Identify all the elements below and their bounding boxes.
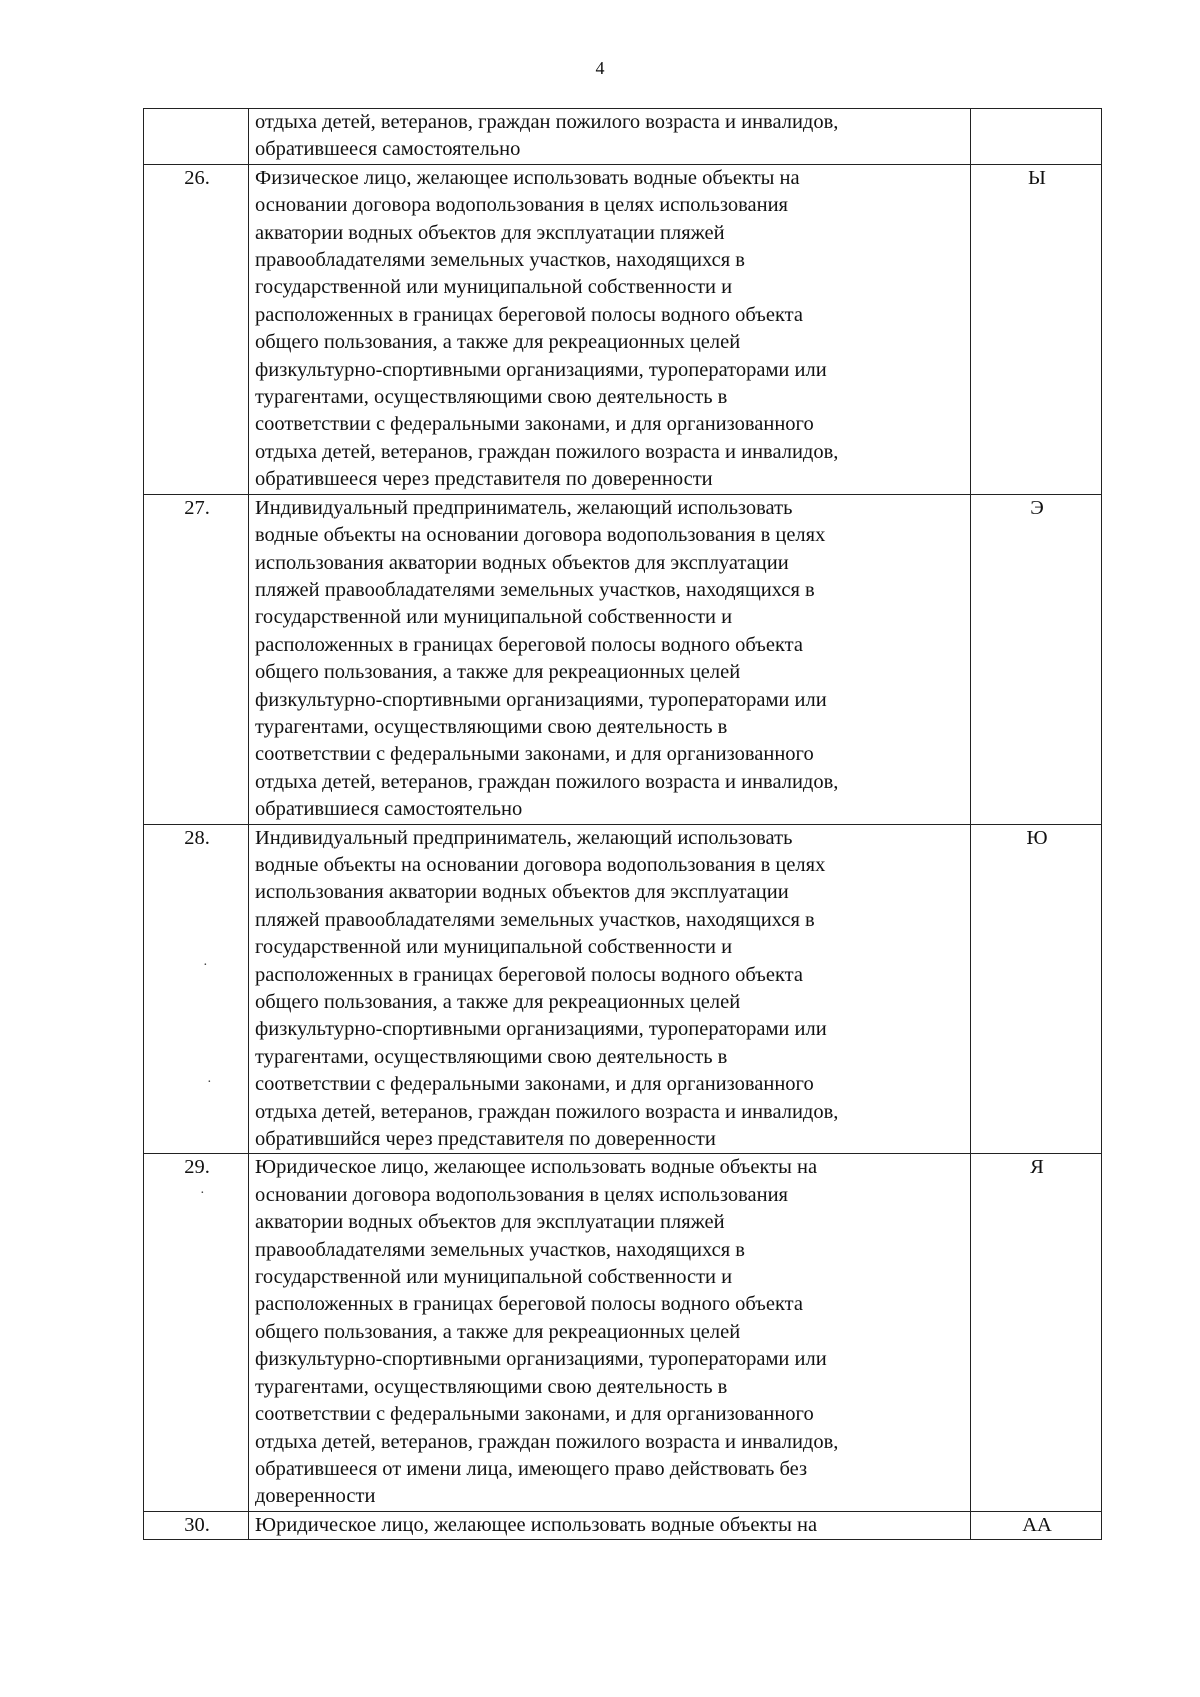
row-description-cell — [249, 164, 971, 494]
description-line: физкультурно-спортивными организациями, туроператорами или — [255, 688, 827, 711]
description-line: водные объекты на основании договора водопользования в целях — [255, 524, 826, 547]
description-line: отдыха детей, ветеранов, граждан пожилого возраста и инвалидов, — [255, 1430, 839, 1453]
row-code-cell: Я — [971, 1154, 1102, 1511]
description-line: государственной или муниципальной собственности и — [255, 1266, 733, 1289]
description-line: соответствии с федеральными законами, и для организованного — [255, 1073, 814, 1096]
description-line: Юридическое лицо, желающее использовать водные объекты на — [255, 1156, 818, 1179]
description-line: расположенных в границах береговой полосы водного объекта — [255, 1293, 803, 1316]
row-code-cell: Э — [971, 494, 1102, 824]
description-line: Физическое лицо, желающее использовать водные объекты на — [255, 166, 800, 189]
row-code-cell: Ю — [971, 824, 1102, 1154]
description-line: соответствии с федеральными законами, и для организованного — [255, 743, 814, 766]
description-line: физкультурно-спортивными организациями, туроператорами или — [255, 1018, 827, 1041]
scan-speck: · — [200, 1186, 205, 1201]
description-line: общего пользования, а также для рекреационных целей — [255, 661, 741, 684]
row-code-cell: АА — [971, 1511, 1102, 1539]
row-number-cell: 26. — [144, 164, 249, 494]
page-number: 4 — [595, 58, 605, 78]
description-line: правообладателями земельных участков, находящихся в — [255, 249, 745, 272]
description-line: расположенных в границах береговой полосы водного объекта — [255, 633, 803, 656]
table-row — [144, 164, 1102, 494]
description-line: турагентами, осуществляющими свою деятельность в — [255, 1375, 728, 1398]
description-line: расположенных в границах береговой полосы водного объекта — [255, 963, 803, 986]
description-line: обратившееся через представителя по доверенности — [255, 468, 713, 491]
description-line: акватории водных объектов для эксплуатации пляжей — [255, 1211, 725, 1234]
description-line: физкультурно-спортивными организациями, туроператорами или — [255, 1348, 827, 1371]
description-line: турагентами, осуществляющими свою деятельность в — [255, 715, 728, 738]
description-line: доверенности — [255, 1485, 376, 1508]
row-description-cell — [249, 1511, 971, 1539]
row-number-cell: 29. — [144, 1154, 249, 1511]
row-description-cell — [249, 824, 971, 1154]
scan-speck: · — [207, 1075, 212, 1090]
description-line: соответствии с федеральными законами, и для организованного — [255, 1403, 814, 1426]
description-line: государственной или муниципальной собственности и — [255, 936, 733, 959]
description-line: обратившееся самостоятельно — [255, 138, 521, 161]
row-code-cell — [971, 109, 1102, 165]
description-line: Индивидуальный предприниматель, желающий использовать — [255, 826, 793, 849]
description-line: использования акватории водных объектов для эксплуатации — [255, 551, 789, 574]
document-table — [143, 108, 1102, 1540]
description-line: пляжей правообладателями земельных участков, находящихся в — [255, 908, 815, 931]
table-row — [144, 824, 1102, 1154]
description-line: использования акватории водных объектов для эксплуатации — [255, 881, 789, 904]
description-line: соответствии с федеральными законами, и для организованного — [255, 413, 814, 436]
description-line: отдыха детей, ветеранов, граждан пожилого возраста и инвалидов, — [255, 770, 839, 793]
description-line: общего пользования, а также для рекреационных целей — [255, 331, 741, 354]
row-number-cell: 30. — [144, 1511, 249, 1539]
description-line: пляжей правообладателями земельных участков, находящихся в — [255, 578, 815, 601]
description-line: турагентами, осуществляющими свою деятельность в — [255, 1045, 728, 1068]
table-row — [144, 109, 1102, 165]
description-line: отдыха детей, ветеранов, граждан пожилого возраста и инвалидов, — [255, 440, 839, 463]
row-number-cell: 28. — [144, 824, 249, 1154]
row-code-cell: Ы — [971, 164, 1102, 494]
description-line: акватории водных объектов для эксплуатации пляжей — [255, 221, 725, 244]
description-line: основании договора водопользования в целях использования — [255, 194, 788, 217]
description-line: обратившийся через представителя по доверенности — [255, 1128, 716, 1151]
row-number-cell: 27. — [144, 494, 249, 824]
description-line: Юридическое лицо, желающее использовать водные объекты на — [255, 1513, 818, 1536]
description-line: обратившиеся самостоятельно — [255, 798, 523, 821]
row-number-cell — [144, 109, 249, 165]
scan-speck: · — [203, 958, 208, 973]
description-line: государственной или муниципальной собственности и — [255, 276, 733, 299]
description-line: основании договора водопользования в целях использования — [255, 1183, 788, 1206]
description-line: обратившееся от имени лица, имеющего право действовать без — [255, 1457, 808, 1480]
description-line: турагентами, осуществляющими свою деятельность в — [255, 386, 728, 409]
description-line: общего пользования, а также для рекреационных целей — [255, 991, 741, 1013]
row-description-cell — [249, 1154, 971, 1511]
table-row — [144, 1511, 1102, 1539]
table-row — [144, 494, 1102, 824]
description-line: государственной или муниципальной собственности и — [255, 606, 733, 629]
description-line: отдыха детей, ветеранов, граждан пожилого возраста и инвалидов, — [255, 1100, 839, 1123]
row-description-cell — [249, 494, 971, 824]
description-line: общего пользования, а также для рекреационных целей — [255, 1320, 741, 1343]
description-line: Индивидуальный предприниматель, желающий использовать — [255, 496, 793, 519]
description-line: отдыха детей, ветеранов, граждан пожилого возраста и инвалидов, — [255, 111, 839, 133]
description-line: физкультурно-спортивными организациями, туроператорами или — [255, 358, 827, 381]
row-description-cell — [249, 109, 971, 165]
description-line: расположенных в границах береговой полосы водного объекта — [255, 303, 803, 326]
table-row — [144, 1154, 1102, 1511]
description-line: водные объекты на основании договора водопользования в целях — [255, 853, 826, 876]
description-line: правообладателями земельных участков, находящихся в — [255, 1238, 745, 1261]
